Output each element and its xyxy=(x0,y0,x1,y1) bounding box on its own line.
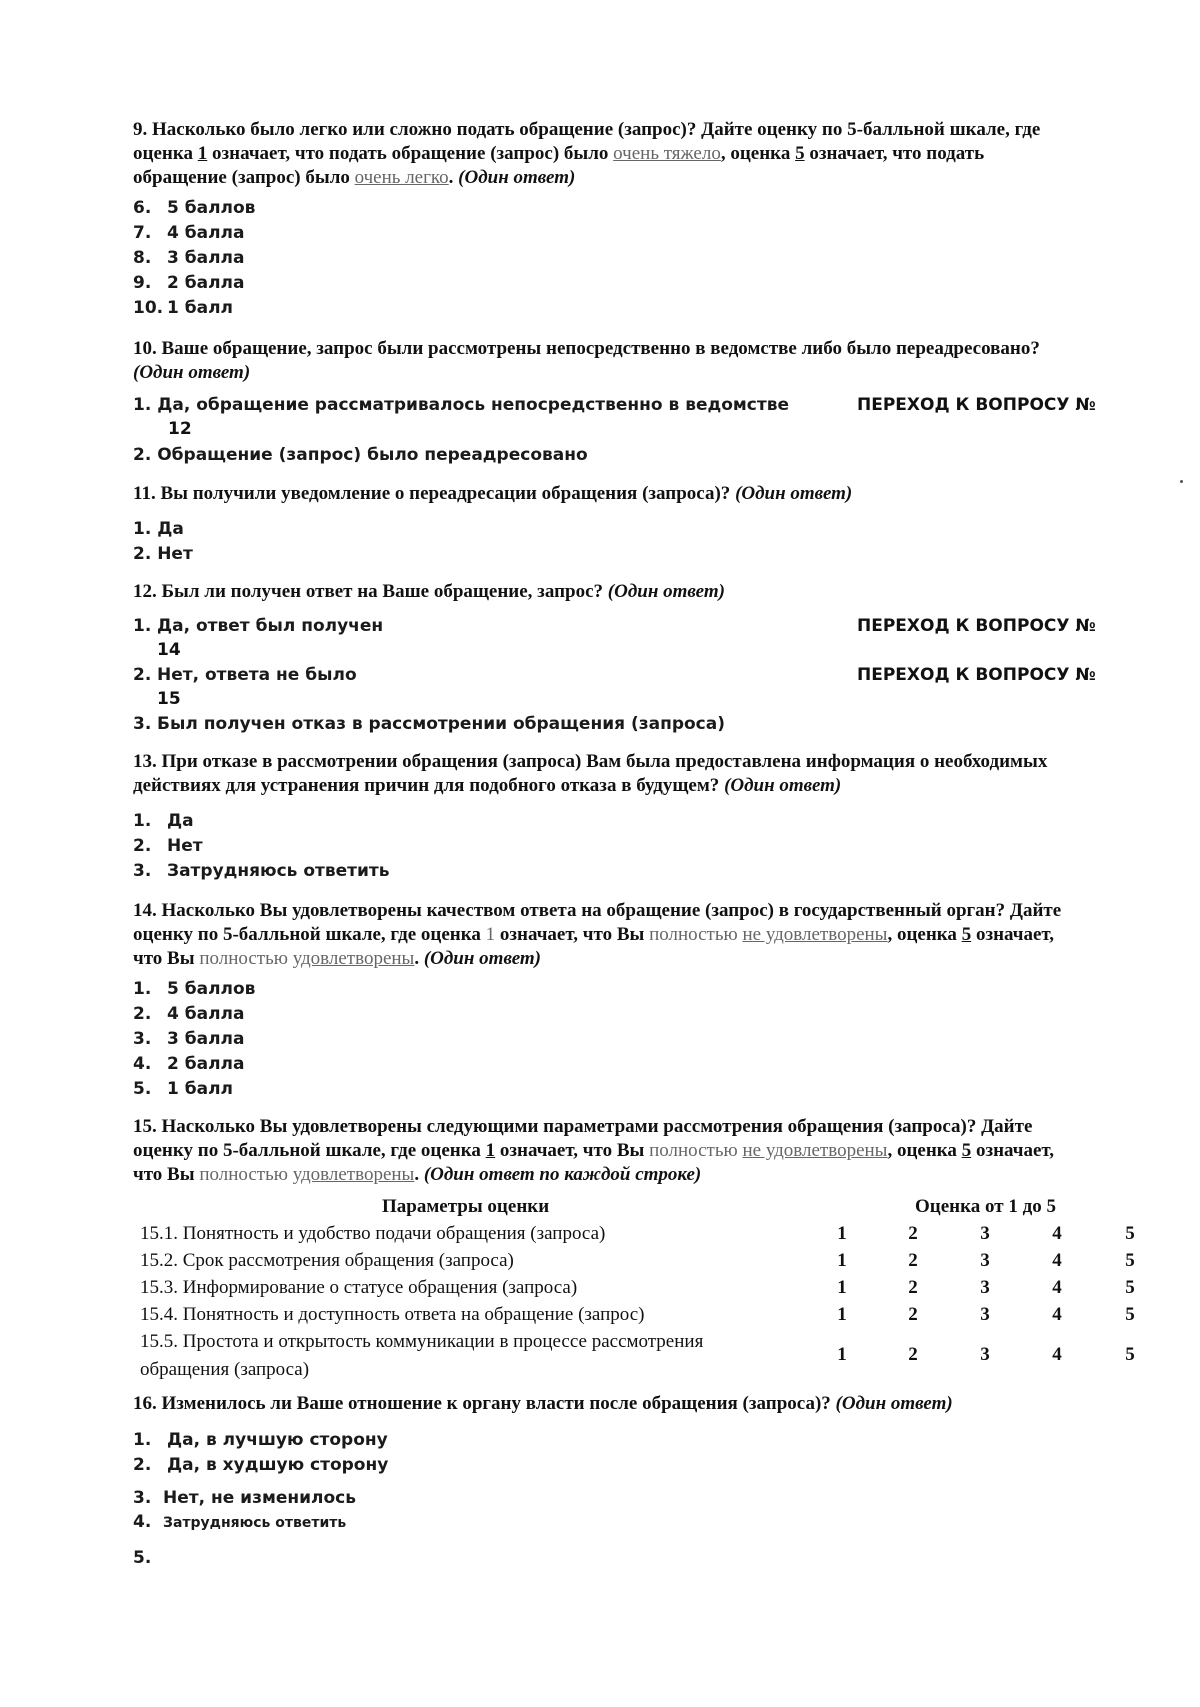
q14-option[interactable]: 2. 4 балла xyxy=(133,1004,245,1024)
q10-option-2[interactable]: 2. Обращение (запрос) было переадресовано xyxy=(133,445,588,465)
q16-option[interactable]: 1. Да, в лучшую сторону xyxy=(133,1430,388,1450)
q12-option-2[interactable]: 2. Нет, ответа не было xyxy=(133,665,357,685)
rating-score[interactable]: 2 xyxy=(908,1250,918,1271)
rating-score[interactable]: 3 xyxy=(980,1250,990,1271)
question-15-line-2: оценку по 5-балльной шкале, где оценка 1 означает, что Вы полностью не удовлетворены, оценка 5 означает, xyxy=(133,1140,1055,1161)
q12-option-3[interactable]: 3. Был получен отказ в рассмотрении обращения (запроса) xyxy=(133,714,725,734)
q16-option[interactable]: 2. Да, в худшую сторону xyxy=(133,1455,389,1475)
q13-option[interactable]: 2. Нет xyxy=(133,836,203,856)
question-13 xyxy=(133,750,1153,798)
question-9-line-2: оценка 1 означает, что подать обращение (запрос) было очень тяжело, оценка 5 означает, что подать xyxy=(133,143,985,164)
scan-speck xyxy=(1180,480,1183,483)
question-13-line-2: действиях для устранения причин для подобного отказа в будущем? (Один ответ) xyxy=(133,775,842,796)
q12-goto-number-1: 14 xyxy=(157,640,181,660)
q14-option[interactable]: 5. 1 балл xyxy=(133,1079,233,1099)
q16-option[interactable]: 3. Нет, не изменилось xyxy=(133,1488,357,1508)
rating-score[interactable]: 4 xyxy=(1052,1250,1062,1271)
q12-goto-label-1: ПЕРЕХОД К ВОПРОСУ № xyxy=(857,616,1096,636)
rating-score[interactable]: 4 xyxy=(1052,1277,1062,1298)
q11-option-1[interactable]: 1. Да xyxy=(133,519,184,539)
rating-score[interactable]: 5 xyxy=(1125,1223,1135,1244)
rating-score[interactable]: 3 xyxy=(980,1304,990,1325)
q9-option[interactable]: 9. 2 балла xyxy=(133,273,245,293)
rating-row-label: 15.1. Понятность и удобство подачи обращения (запроса) xyxy=(140,1223,606,1244)
question-12: 12. Был ли получен ответ на Ваше обращение, запрос? (Один ответ) xyxy=(133,581,725,602)
rating-score[interactable]: 2 xyxy=(908,1223,918,1244)
rating-table-header-score: Оценка от 1 до 5 xyxy=(915,1196,1056,1217)
question-10 xyxy=(133,337,1153,385)
q9-option[interactable]: 8. 3 балла xyxy=(133,248,245,268)
rating-row-label: 15.2. Срок рассмотрения обращения (запроса) xyxy=(140,1250,514,1271)
rating-score[interactable]: 4 xyxy=(1052,1304,1062,1325)
rating-score[interactable]: 5 xyxy=(1125,1250,1135,1271)
rating-score[interactable]: 2 xyxy=(908,1277,918,1298)
q12-goto-label-2: ПЕРЕХОД К ВОПРОСУ № xyxy=(857,665,1096,685)
q10-option-1[interactable]: 1. Да, обращение рассматривалось непосредственно в ведомстве xyxy=(133,395,790,415)
question-15 xyxy=(133,1115,1153,1187)
q12-option-1[interactable]: 1. Да, ответ был получен xyxy=(133,616,384,636)
question-9-line-3: обращение (запрос) было очень легко. (Один ответ) xyxy=(133,167,576,188)
q14-option[interactable]: 3. 3 балла xyxy=(133,1029,245,1049)
question-9-line-1: 9. Насколько было легко или сложно подать обращение (запрос)? Дайте оценку по 5-балльной шкале, где xyxy=(133,119,1041,140)
rating-score[interactable]: 1 xyxy=(837,1304,847,1325)
question-15-line-3: что Вы полностью удовлетворены. (Один ответ по каждой строке) xyxy=(133,1164,702,1185)
rating-row-label: 15.5. Простота и открытость коммуникации в процессе рассмотрения обращения (запроса) xyxy=(140,1331,704,1380)
rating-score[interactable]: 5 xyxy=(1125,1304,1135,1325)
question-14-line-2: оценку по 5-балльной шкале, где оценка 1 означает, что Вы полностью не удовлетворены, оценка 5 означает, xyxy=(133,924,1055,945)
q9-option[interactable]: 6. 5 баллов xyxy=(133,198,256,218)
rating-score[interactable]: 3 xyxy=(980,1277,990,1298)
rating-table-header-params: Параметры оценки xyxy=(382,1196,550,1217)
rating-score[interactable]: 3 xyxy=(980,1344,990,1365)
q16-option[interactable]: 5. xyxy=(133,1548,152,1568)
rating-score[interactable]: 1 xyxy=(837,1223,847,1244)
question-10-line-1: 10. Ваше обращение, запрос были рассмотрены непосредственно в ведомстве либо было переадресовано? xyxy=(133,338,1040,359)
rating-row-label: 15.3. Информирование о статусе обращения (запроса) xyxy=(140,1277,578,1298)
question-16: 16. Изменилось ли Ваше отношение к органу власти после обращения (запроса)? (Один ответ) xyxy=(133,1393,953,1414)
rating-score[interactable]: 5 xyxy=(1125,1277,1135,1298)
q10-goto-label: ПЕРЕХОД К ВОПРОСУ № xyxy=(857,395,1096,415)
question-11: 11. Вы получили уведомление о переадресации обращения (запроса)? (Один ответ) xyxy=(133,483,853,504)
rating-score[interactable]: 2 xyxy=(908,1304,918,1325)
rating-score[interactable]: 4 xyxy=(1052,1344,1062,1365)
rating-score[interactable]: 3 xyxy=(980,1223,990,1244)
q13-option[interactable]: 3. Затрудняюсь ответить xyxy=(133,861,390,881)
question-15-line-1: 15. Насколько Вы удовлетворены следующими параметрами рассмотрения обращения (запроса)? Дайте xyxy=(133,1116,1033,1137)
q14-option[interactable]: 4. 2 балла xyxy=(133,1054,245,1074)
q16-option[interactable]: 4. Затрудняюсь ответить xyxy=(133,1512,347,1532)
rating-score[interactable]: 4 xyxy=(1052,1223,1062,1244)
rating-score[interactable]: 1 xyxy=(837,1277,847,1298)
question-9 xyxy=(133,118,1153,190)
q10-goto-number: 12 xyxy=(168,419,192,439)
q9-option[interactable]: 10. 1 балл xyxy=(133,298,233,318)
rating-score[interactable]: 1 xyxy=(837,1250,847,1271)
rating-score[interactable]: 5 xyxy=(1125,1344,1135,1365)
rating-score[interactable]: 1 xyxy=(837,1344,847,1365)
question-10-hint: (Один ответ) xyxy=(133,362,251,383)
q9-option[interactable]: 7. 4 балла xyxy=(133,223,245,243)
question-14-line-3: что Вы полностью удовлетворены. (Один ответ) xyxy=(133,948,541,969)
q12-goto-number-2: 15 xyxy=(157,689,181,709)
rating-score[interactable]: 2 xyxy=(908,1344,918,1365)
question-14-line-1: 14. Насколько Вы удовлетворены качеством ответа на обращение (запрос) в государственный орган? Дайте xyxy=(133,900,1062,921)
question-14 xyxy=(133,899,1153,971)
rating-row-label: 15.4. Понятность и доступность ответа на обращение (запрос) xyxy=(140,1304,645,1325)
q14-option[interactable]: 1. 5 баллов xyxy=(133,979,256,999)
q13-option[interactable]: 1. Да xyxy=(133,811,194,831)
question-13-line-1: 13. При отказе в рассмотрении обращения (запроса) Вам была предоставлена информация о необходимых xyxy=(133,751,1048,772)
q11-option-2[interactable]: 2. Нет xyxy=(133,544,193,564)
